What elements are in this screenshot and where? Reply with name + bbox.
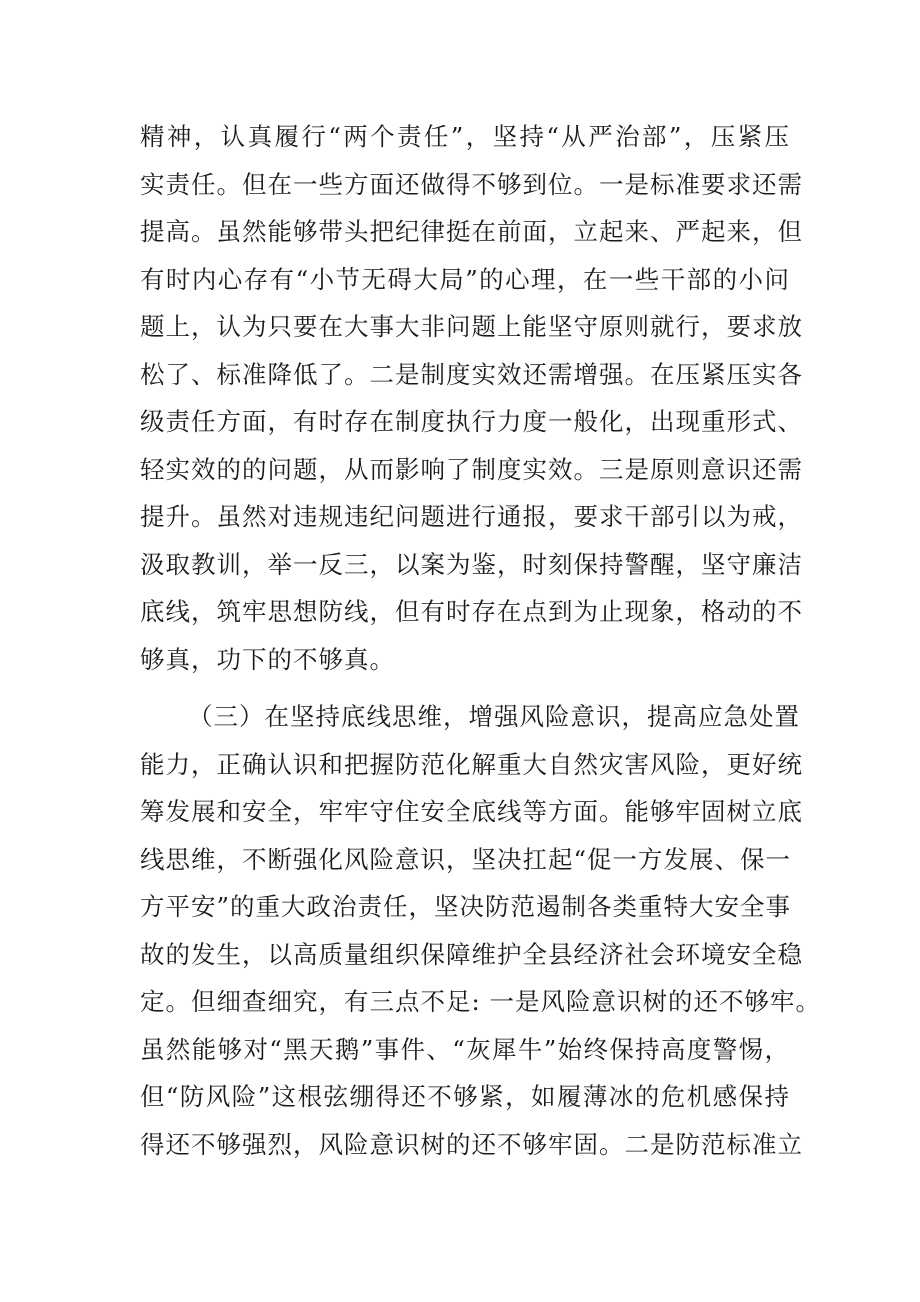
paragraph-2-line-10: 得还不够强烈，风险意识树的还不够牢固。二是防范标准立 bbox=[140, 1129, 803, 1159]
paragraph-1-line-2: 实责任。但在一些方面还做得不够到位。一是标准要求还需 bbox=[140, 169, 803, 199]
paragraph-2-line-2: 能力，正确认识和把握防范化解重大自然灾害风险，更好统 bbox=[140, 749, 803, 779]
paragraph-1-line-8: 轻实效的的问题，从而影响了制度实效。三是原则意识还需 bbox=[140, 454, 803, 484]
paragraph-2-line-5: 方平安”的重大政治责任，坚决防范遏制各类重特大安全事 bbox=[140, 892, 792, 921]
paragraph-2-line-8: 虽然能够对“黑天鹅”事件、“灰犀牛”始终保持高度警惕， bbox=[140, 1034, 790, 1064]
paragraph-1-line-11: 底线，筑牢思想防线，但有时存在点到为止现象，格动的不 bbox=[140, 597, 803, 626]
paragraph-1-line-5: 题上，认为只要在大事大非问题上能坚守原则就行，要求放 bbox=[140, 312, 803, 341]
paragraph-1-line-6: 松了、标准降低了。二是制度实效还需增强。在压紧压实各 bbox=[140, 359, 803, 389]
paragraph-1-line-12: 够真，功下的不够真。 bbox=[140, 644, 395, 674]
paragraph-1-line-9: 提升。虽然对违规违纪问题进行通报，要求干部引以为戒， bbox=[140, 502, 803, 531]
paragraph-2-line-6: 故的发生，以高质量组织保障维护全县经济社会环境安全稳 bbox=[140, 939, 803, 969]
paragraph-1-line-1: 精神，认真履行“两个责任”，坚持“从严治部”，压紧压 bbox=[140, 122, 790, 151]
paragraph-2-line-7: 定。但细查细究，有三点不足: 一是风险意识树的还不够牢。 bbox=[140, 987, 822, 1016]
paragraph-1-line-3: 提高。虽然能够带头把纪律挺在前面，立起来、严起来，但 bbox=[140, 217, 803, 246]
paragraph-1-line-4: 有时内心存有“小节无碍大局”的心理，在一些干部的小问 bbox=[140, 264, 790, 294]
paragraph-2-line-9: 但“防风险”这根弦绷得还不够紧，如履薄冰的危机感保持 bbox=[140, 1082, 790, 1111]
paragraph-2-line-3: 筹发展和安全，牢牢守住安全底线等方面。能够牢固树立底 bbox=[140, 797, 803, 826]
paragraph-1-line-7: 级责任方面，有时存在制度执行力度一般化，出现重形式、 bbox=[140, 407, 803, 436]
paragraph-2-line-1: （三）在坚持底线思维，增强风险意识，提高应急处置 bbox=[188, 702, 800, 731]
paragraph-1-line-10: 汲取教训，举一反三，以案为鉴，时刻保持警醒，坚守廉洁 bbox=[140, 549, 803, 579]
paragraph-2-line-4: 线思维，不断强化风险意识，坚决扛起“促一方发展、保一 bbox=[140, 844, 792, 874]
